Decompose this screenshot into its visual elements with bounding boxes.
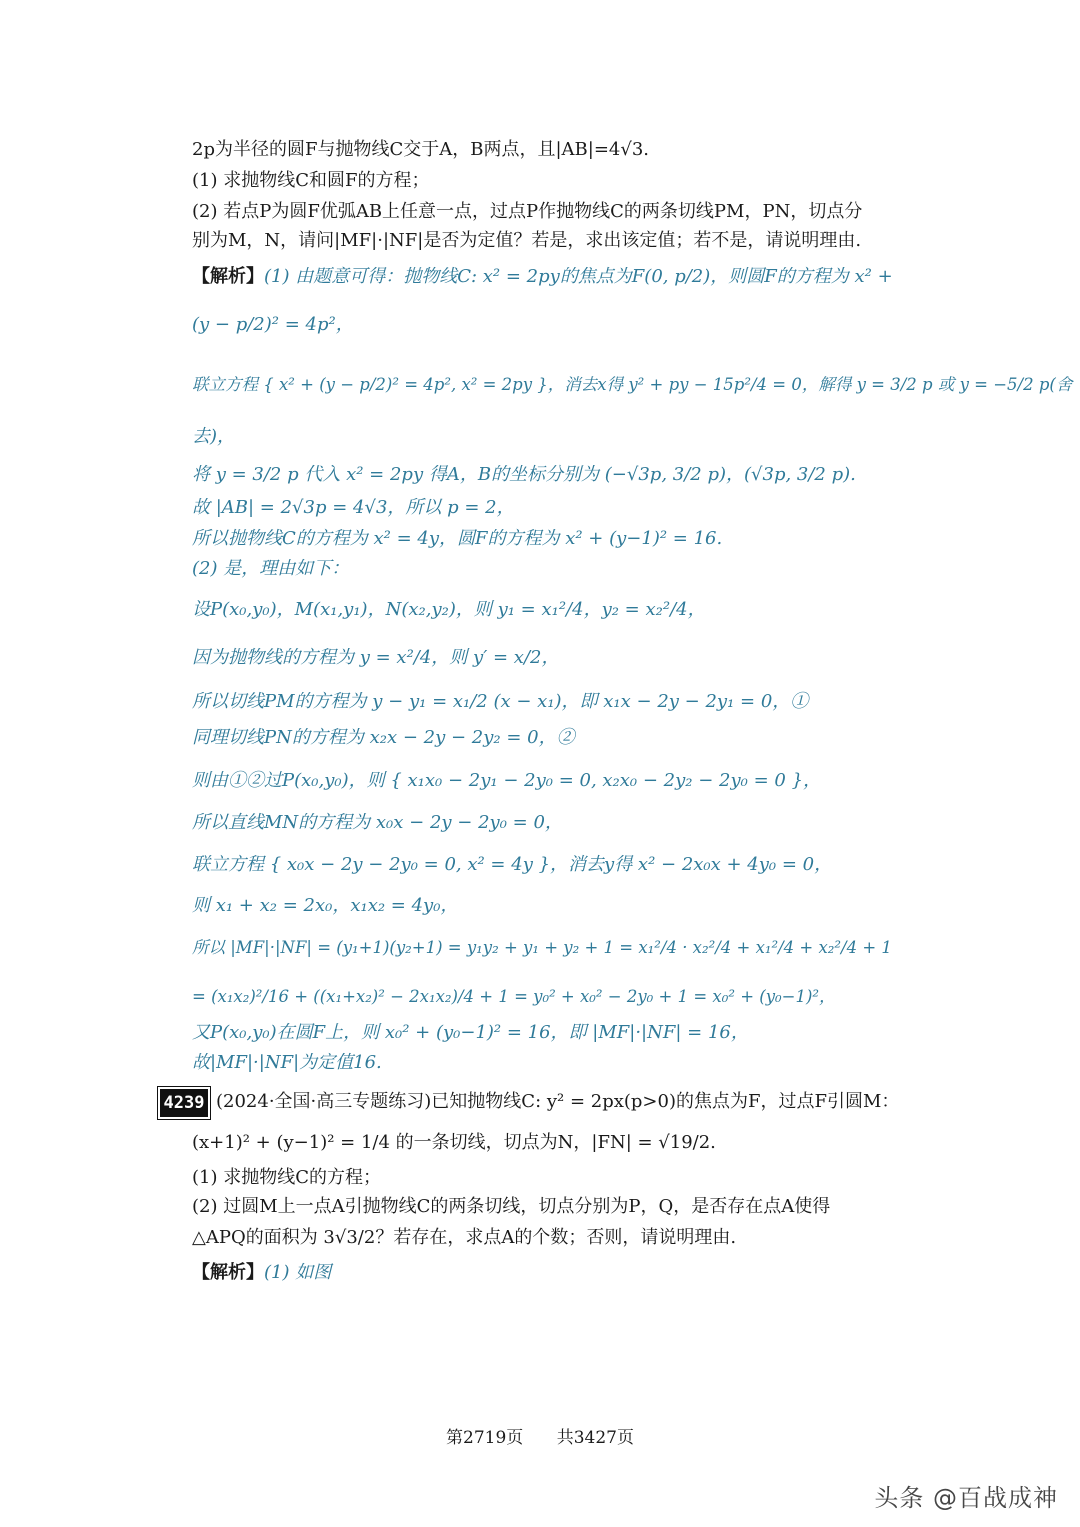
total-pages: 共3427页 — [556, 1428, 634, 1448]
solution-line: (2) 是，理由如下： — [192, 558, 350, 579]
solution-line: 联立方程 { x² + (y − p/2)² = 4p², x² = 2py }，消去x得 y² + py − 15p²/4 = 0，解得 y = 3/2 p 或 y = −5/2 p(舍 — [192, 375, 1073, 394]
problem-line: (x+1)² + (y−1)² = 1/4 的一条切线，切点为N，|FN| = √19/2. — [192, 1132, 716, 1153]
solution-tag: 【解析】 — [192, 1262, 264, 1283]
problem-line: (2) 过圆M上一点A引抛物线C的两条切线，切点分别为P，Q，是否存在点A使得 — [192, 1196, 831, 1217]
solution-line: 设P(x₀,y₀)，M(x₁,y₁)，N(x₂,y₂)，则 y₁ = x₁²/4，y₂ = x₂²/4， — [192, 599, 706, 620]
solution-line: 所以直线MN的方程为 x₀x − 2y − 2y₀ = 0， — [192, 812, 563, 833]
solution-line: 所以 |MF|·|NF| = (y₁+1)(y₂+1) = y₁y₂ + y₁ + y₂ + 1 = x₁²/4 · x₂²/4 + x₁²/4 + x₂²/4 + 1 — [192, 938, 892, 957]
solution-line: 故|MF|·|NF|为定值16. — [192, 1052, 382, 1073]
solution-line — [192, 264, 930, 290]
solution-line: 故 |AB| = 2√3p = 4√3，所以 p = 2， — [192, 497, 515, 518]
solution-line: 所以抛物线C的方程为 x² = 4y，圆F的方程为 x² + (y−1)² = 16. — [192, 528, 723, 549]
solution-text: (1) 如图 — [264, 1262, 332, 1283]
problem-line: △APQ的面积为 3√3/2？若存在，求点A的个数；否则，请说明理由. — [192, 1227, 737, 1248]
problem-line: (1) 求抛物线C和圆F的方程； — [192, 170, 430, 191]
watermark: 头条 @百战成神 — [874, 1484, 1058, 1512]
solution-line: 所以切线PM的方程为 y − y₁ = x₁/2 (x − x₁)，即 x₁x − 2y − 2y₁ = 0，① — [192, 691, 809, 712]
solution-line: 则 x₁ + x₂ = 2x₀，x₁x₂ = 4y₀， — [192, 895, 459, 916]
solution-line — [192, 1260, 930, 1286]
page-footer — [0, 1423, 1080, 1448]
solution-tag: 【解析】 — [192, 266, 264, 287]
page-number: 第2719页 — [446, 1428, 524, 1448]
problem-line: (2) 若点P为圆F优弧AB上任意一点，过点P作抛物线C的两条切线PM，PN，切点分 — [192, 201, 863, 222]
solution-line: 将 y = 3/2 p 代入 x² = 2py 得A，B的坐标分别为 (−√3p, 3/2 p)，(√3p, 3/2 p). — [192, 464, 856, 485]
solution-line: 因为抛物线的方程为 y = x²/4，则 y′ = x/2， — [192, 647, 560, 668]
problem-number-badge: 4239 — [160, 1089, 208, 1117]
problem-line: 2p为半径的圆F与抛物线C交于A，B两点，且|AB|=4√3. — [192, 139, 649, 160]
problem-line: (1) 求抛物线C的方程； — [192, 1167, 381, 1188]
solution-line: 又P(x₀,y₀)在圆F上，则 x₀² + (y₀−1)² = 16，即 |MF|·|NF| = 16， — [192, 1022, 749, 1043]
problem-line: (2024·全国·高三专题练习)已知抛物线C: y² = 2px(p>0)的焦点为F，过点F引圆M： — [216, 1091, 900, 1112]
solution-line: 则由①②过P(x₀,y₀)，则 { x₁x₀ − 2y₁ − 2y₀ = 0, x₂x₀ − 2y₂ − 2y₀ = 0 }， — [192, 770, 822, 791]
solution-line: 去)， — [192, 426, 236, 447]
solution-line: = (x₁x₂)²/16 + ((x₁+x₂)² − 2x₁x₂)/4 + 1 = y₀² + x₀² − 2y₀ + 1 = x₀² + (y₀−1)²， — [192, 987, 836, 1006]
problem-line: 别为M，N，请问|MF|·|NF|是否为定值？若是，求出该定值；若不是，请说明理由. — [192, 230, 862, 251]
solution-text: (1) 由题意可得：抛物线C: x² = 2py的焦点为F(0, p/2)，则圆F的方程为 x² + — [264, 266, 893, 287]
solution-line: 联立方程 { x₀x − 2y − 2y₀ = 0, x² = 4y }，消去y得 x² − 2x₀x + 4y₀ = 0， — [192, 854, 833, 875]
solution-line: (y − p/2)² = 4p²， — [192, 314, 354, 335]
solution-line: 同理切线PN的方程为 x₂x − 2y − 2y₂ = 0，② — [192, 727, 575, 748]
